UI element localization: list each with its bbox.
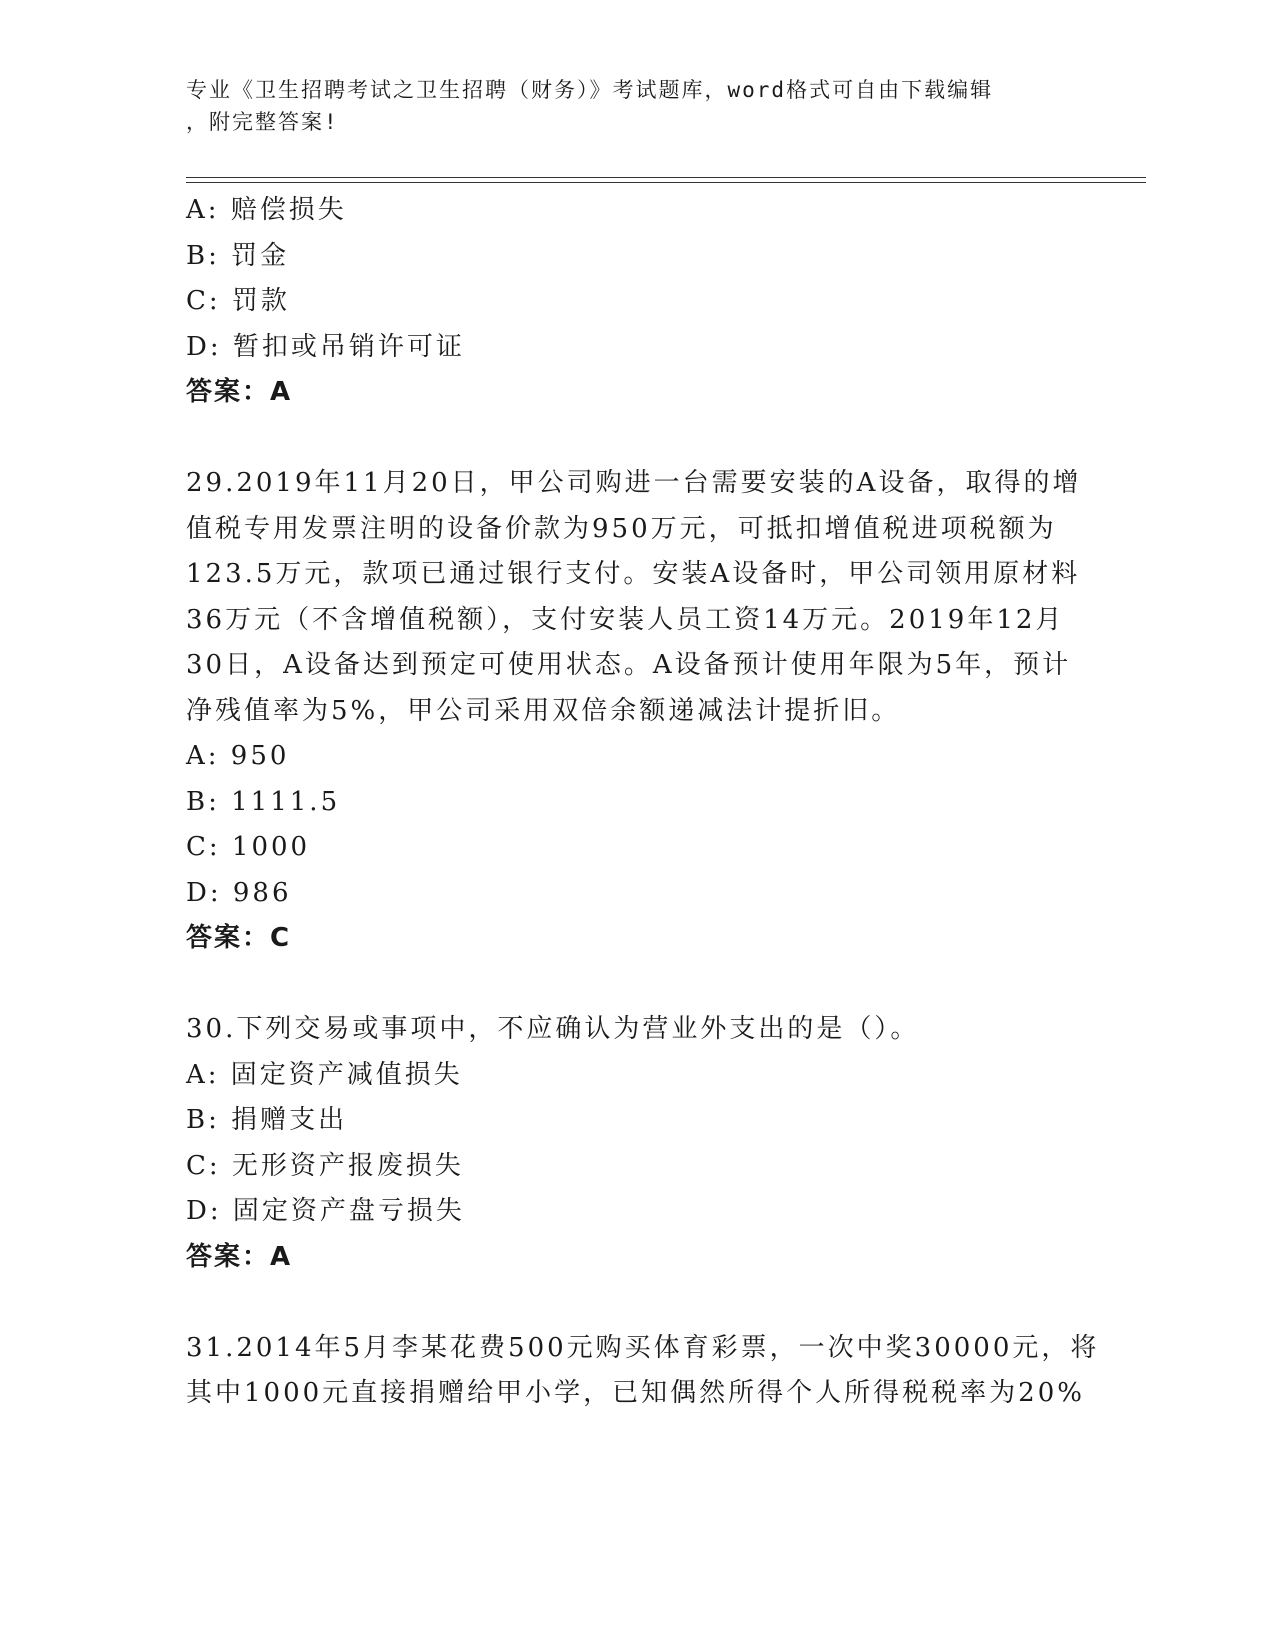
header-line-2: ，附完整答案! xyxy=(186,110,339,134)
option-a: A: 950 xyxy=(186,741,290,771)
answer-line: 答案：A xyxy=(186,377,293,407)
question-29 xyxy=(186,461,1086,962)
question-stem-line: 123.5万元，款项已通过银行支付。安装A设备时，甲公司领用原材料 xyxy=(186,559,1081,589)
option-d: D: 固定资产盘亏损失 xyxy=(186,1196,465,1226)
question-stem-line: 30.下列交易或事项中，不应确认为营业外支出的是（）。 xyxy=(186,1014,920,1044)
spacer xyxy=(186,1280,1086,1326)
option-a: A: 赔偿损失 xyxy=(186,195,347,225)
question-28 xyxy=(186,188,1086,416)
option-c: C: 罚款 xyxy=(186,286,290,316)
question-stem-line: 30日，A设备达到预定可使用状态。A设备预计使用年限为5年，预计 xyxy=(186,650,1072,680)
option-a: A: 固定资产减值损失 xyxy=(186,1059,463,1090)
option-b: B: 捐赠支出 xyxy=(186,1105,348,1135)
option-c: C: 无形资产报废损失 xyxy=(186,1150,464,1181)
question-stem-line: 净残值率为5%，甲公司采用双倍余额递减法计提折旧。 xyxy=(186,695,901,726)
question-stem-line: 31.2014年5月李某花费500元购买体育彩票，一次中奖30000元，将 xyxy=(186,1332,1100,1363)
question-content xyxy=(186,188,1100,1417)
question-stem-line: 36万元（不含增值税额），支付安装人员工资14万元。2019年12月 xyxy=(186,604,1065,635)
header-line-1: 专业《卫生招聘考试之卫生招聘（财务）》考试题库，word格式可自由下载编辑 xyxy=(186,78,994,102)
option-b: B: 1111.5 xyxy=(186,786,341,817)
question-stem-line: 其中1000元直接捐赠给甲小学，已知偶然所得个人所得税税率为20% xyxy=(186,1378,1085,1408)
option-d: D: 暂扣或吊销许可证 xyxy=(186,331,465,362)
option-c: C: 1000 xyxy=(186,832,311,862)
answer-line: 答案：C xyxy=(186,923,292,953)
question-stem-line: 值税专用发票注明的设备价款为950万元，可抵扣增值税进项税额为 xyxy=(186,513,1057,544)
header-divider-top xyxy=(186,177,1146,178)
header-divider-bottom xyxy=(186,182,1146,183)
page-header xyxy=(186,74,1066,138)
option-b: B: 罚金 xyxy=(186,240,290,271)
question-stem-line: 29.2019年11月20日，甲公司购进一台需要安装的A设备，取得的增 xyxy=(186,468,1082,498)
answer-line: 答案：A xyxy=(186,1241,293,1272)
spacer xyxy=(186,416,1086,462)
spacer xyxy=(186,962,1086,1008)
question-31 xyxy=(186,1326,1100,1417)
question-30 xyxy=(186,1007,1086,1280)
option-d: D: 986 xyxy=(186,877,292,908)
